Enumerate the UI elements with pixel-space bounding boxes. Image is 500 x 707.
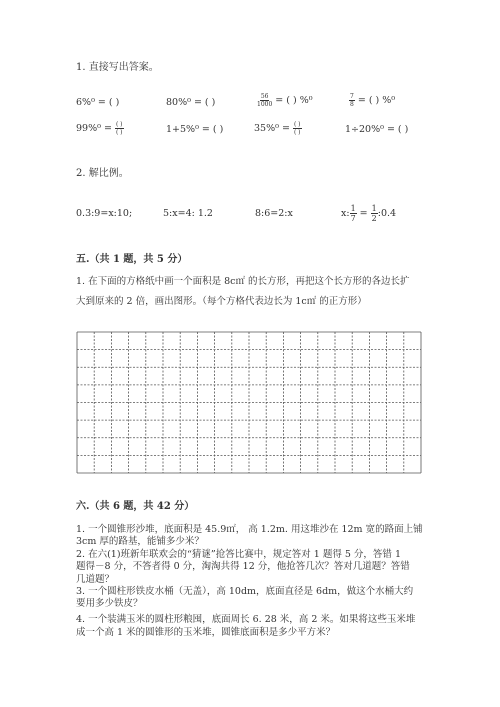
section-6-line-8: 4. 一个装满玉米的圆柱形粮囤，底面周长 6. 28 米，高 2 米。如果将这些玉米堆 — [76, 614, 416, 625]
fraction-numerator: 7 — [350, 93, 354, 100]
fraction-denominator: 7 — [350, 214, 356, 223]
q1-item-4-tail: = ( ) %⁰ — [354, 95, 396, 106]
section-5-question-line-1: 1. 在下面的方格纸中画一个面积是 8c㎡ 的长方形，再把这个长方形的各边长扩 — [76, 276, 410, 287]
fraction-denominator: ( ) — [293, 129, 301, 136]
q2-item-1: 0.3:9=x:10; — [76, 208, 133, 219]
fraction-denominator: 8 — [350, 101, 354, 108]
section-6-line-5: 几道题？ — [76, 574, 115, 585]
q1-item-7 — [254, 121, 302, 136]
q2-item-4 — [341, 204, 396, 223]
fraction-numerator: 56 — [260, 93, 269, 100]
section-6-line-3: 2. 在六(1)班新年联欢会的“猜谜”抢答比赛中，规定答对 1 题得 5 分，答错 1 — [76, 549, 401, 560]
q1-item-1: 6%⁰ = ( ) — [76, 97, 120, 108]
q1-item-3 — [257, 93, 313, 108]
section-6-line-6: 3. 一个圆柱形铁皮水桶（无盖），高 10dm，底面直径是 6dm，做这个水桶大约 — [76, 586, 414, 597]
fraction-numerator: ( ) — [115, 121, 123, 128]
q1-item-4 — [349, 93, 395, 108]
fraction-numerator: 1 — [350, 204, 356, 213]
fraction-numerator: ( ) — [293, 121, 301, 128]
section-6-line-9: 成一个高 1 米的圆锥形的玉米堆，圆锥底面积是多少平方米？ — [76, 627, 336, 638]
q1-item-5-lead: 99%⁰ = — [76, 123, 115, 134]
question-1-title: 1. 直接写出答案。 — [76, 62, 159, 73]
q1-item-7-lead: 35%⁰ = — [254, 123, 293, 134]
q2-item-4-tail: :0.4 — [377, 208, 397, 219]
q2-item-3: 8:6=2:x — [255, 208, 293, 219]
section-5-heading: 五.（共 1 题，共 5 分） — [76, 254, 188, 265]
q2-item-4-mid: = — [356, 208, 371, 219]
section-6-heading: 六.（共 6 题，共 42 分） — [76, 501, 195, 512]
section-5-question-line-2: 大到原来的 2 倍，画出图形。（每个方格代表边长为 1c㎡ 的正方形） — [76, 296, 367, 307]
fraction-denominator: 1000 — [257, 101, 273, 108]
q2-item-4-lead: x: — [341, 208, 350, 219]
fraction-denominator: 2 — [371, 214, 377, 223]
fraction-denominator: ( ) — [115, 129, 123, 136]
q1-item-6: 1+5%⁰ = ( ) — [166, 124, 224, 135]
section-6-line-2: 3cm 厚的路基，能铺多少米？ — [76, 536, 204, 547]
fraction-numerator: 1 — [371, 204, 377, 213]
q1-item-2: 80%⁰ = ( ) — [166, 97, 216, 108]
graph-paper-grid[interactable] — [76, 331, 422, 474]
section-6-line-1: 1. 一个圆锥形沙堆，底面积是 45.9㎡， 高 1.2m. 用这堆沙在 12m 宽的路面上铺 — [76, 524, 423, 535]
q1-item-3-tail: = ( ) %⁰ — [272, 95, 313, 106]
question-2-title: 2. 解比例。 — [76, 168, 129, 179]
section-6-line-7: 要用多少铁皮？ — [76, 598, 143, 609]
section-6-line-4: 题得－8 分，不答者得 0 分，淘淘共得 12 分，他抢答几次？答对几道题？答错 — [76, 561, 410, 572]
q2-item-2: 5:x=4: 1.2 — [163, 208, 213, 219]
q1-item-5 — [76, 121, 124, 136]
q1-item-8: 1÷20%⁰ = ( ) — [345, 124, 409, 135]
